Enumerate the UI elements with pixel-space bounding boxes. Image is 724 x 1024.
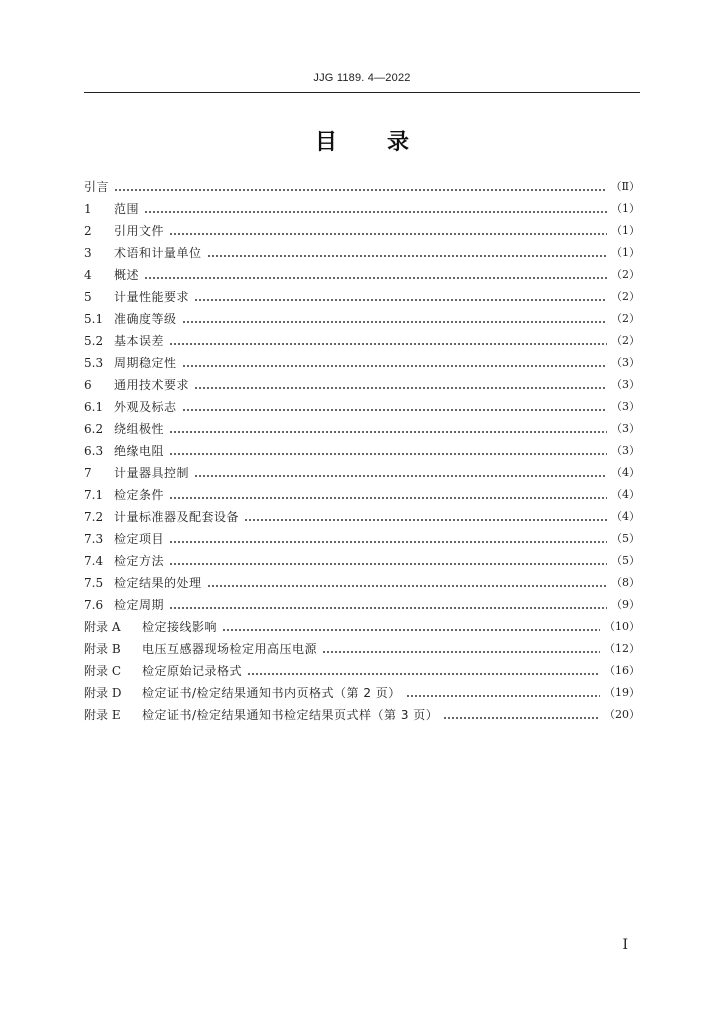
toc-entry-number: 6.2 [84, 422, 104, 436]
toc-entry-number: 7.4 [84, 554, 104, 568]
toc-entry-page: （2） [611, 334, 640, 347]
toc-entry-page: （1） [611, 246, 640, 259]
toc-entry-page: （16） [604, 664, 640, 677]
toc-entry-page: （3） [611, 356, 640, 369]
toc-leader-dots [182, 409, 607, 411]
toc-entry-page: （Ⅱ） [610, 180, 640, 193]
title-char-1: 目 [314, 130, 337, 155]
toc-entry[interactable] [84, 352, 640, 374]
toc-entry[interactable] [84, 396, 640, 418]
toc-entry[interactable] [84, 242, 640, 264]
toc-entry-number: 6.3 [84, 444, 104, 458]
toc-entry-page: （4） [611, 510, 640, 523]
toc-entry-label: 引用文件 [114, 224, 165, 238]
toc-entry-page: （2） [611, 268, 640, 281]
toc-leader-dots [443, 717, 600, 719]
toc-entry[interactable] [84, 572, 640, 594]
toc-entry-label: 电压互感器现场检定用高压电源 [142, 642, 318, 656]
toc-entry[interactable] [84, 506, 640, 528]
toc-entry-page: （1） [611, 224, 640, 237]
toc-leader-dots [169, 497, 607, 499]
toc-entry[interactable] [84, 704, 640, 726]
toc-leader-dots [247, 673, 600, 675]
toc-entry-label: 通用技术要求 [114, 378, 190, 392]
toc-entry-page: （4） [611, 488, 640, 501]
toc-leader-dots [169, 431, 607, 433]
toc-entry-number: 7.2 [84, 510, 104, 524]
toc-leader-dots [144, 211, 607, 213]
toc-leader-dots [222, 629, 600, 631]
toc-entry-page: （8） [611, 576, 640, 589]
toc-entry-label: 术语和计量单位 [114, 246, 202, 260]
toc-entry-label: 检定证书/检定结果通知书内页格式（第 2 页） [142, 686, 401, 700]
toc-entry-page: （10） [604, 620, 640, 633]
toc-entry-label: 准确度等级 [114, 312, 177, 326]
toc-entry-number: 5.1 [84, 312, 104, 326]
toc-entry-label: 绕组极性 [114, 422, 165, 436]
header-rule [84, 92, 640, 93]
toc-entry-number: 3 [84, 246, 92, 260]
toc-entry-label: 计量器具控制 [114, 466, 190, 480]
toc-entry-number: 附录 A [84, 620, 121, 634]
toc-entry-label: 检定证书/检定结果通知书检定结果页式样（第 3 页） [142, 708, 439, 722]
toc-leader-dots [194, 299, 607, 301]
toc-entry-page: （4） [611, 466, 640, 479]
toc-entry[interactable] [84, 220, 640, 242]
toc-entry[interactable] [84, 374, 640, 396]
toc-entry[interactable] [84, 462, 640, 484]
toc-entry-label: 检定结果的处理 [114, 576, 202, 590]
toc-entry[interactable] [84, 638, 640, 660]
toc-leader-dots [182, 365, 607, 367]
toc-entry-page: （2） [611, 290, 640, 303]
title-char-2: 录 [387, 130, 410, 155]
toc-entry-number: 2 [84, 224, 92, 238]
toc-entry-number: 附录 E [84, 708, 121, 722]
toc-entry-page: （20） [604, 708, 640, 721]
toc-entry-number: 4 [84, 268, 92, 282]
page-title [0, 125, 724, 156]
toc-entry[interactable] [84, 264, 640, 286]
toc-entry[interactable] [84, 660, 640, 682]
toc-entry-label: 绝缘电阻 [114, 444, 165, 458]
toc-entry-label: 引言 [84, 180, 110, 194]
toc-entry-label: 基本误差 [114, 334, 165, 348]
toc-entry-label: 计量标准器及配套设备 [114, 510, 240, 524]
toc-entry-label: 检定方法 [114, 554, 165, 568]
toc-entry-page: （3） [611, 378, 640, 391]
toc-entry[interactable] [84, 198, 640, 220]
toc-entry-page: （2） [611, 312, 640, 325]
toc-leader-dots [406, 695, 600, 697]
toc-entry-label: 检定周期 [114, 598, 165, 612]
toc-entry-page: （3） [611, 400, 640, 413]
toc-entry-label: 检定原始记录格式 [142, 664, 243, 678]
page-number: I [622, 937, 628, 953]
toc-leader-dots [169, 453, 607, 455]
toc-entry-number: 7.3 [84, 532, 104, 546]
toc-entry-number: 5.3 [84, 356, 104, 370]
toc-entry-number: 7.1 [84, 488, 104, 502]
toc-leader-dots [194, 387, 607, 389]
toc-entry-label: 检定项目 [114, 532, 165, 546]
toc-entry[interactable] [84, 308, 640, 330]
toc-entry[interactable] [84, 484, 640, 506]
toc-entry[interactable] [84, 176, 640, 198]
toc-entry-number: 附录 B [84, 642, 121, 656]
table-of-contents [84, 176, 640, 726]
toc-entry-label: 概述 [114, 268, 140, 282]
toc-entry-page: （12） [604, 642, 640, 655]
toc-entry-page: （5） [611, 532, 640, 545]
toc-entry-label: 周期稳定性 [114, 356, 177, 370]
document-code: JJG 1189. 4—2022 [313, 72, 411, 84]
toc-entry[interactable] [84, 682, 640, 704]
toc-entry-number: 7.5 [84, 576, 104, 590]
toc-leader-dots [322, 651, 600, 653]
toc-leader-dots [169, 233, 607, 235]
toc-leader-dots [169, 607, 607, 609]
toc-leader-dots [244, 519, 607, 521]
toc-entry-page: （5） [611, 554, 640, 567]
toc-entry[interactable] [84, 418, 640, 440]
toc-entry[interactable] [84, 286, 640, 308]
toc-leader-dots [144, 277, 607, 279]
toc-entry[interactable] [84, 330, 640, 352]
toc-leader-dots [169, 343, 607, 345]
toc-entry-label: 检定条件 [114, 488, 165, 502]
toc-leader-dots [207, 255, 607, 257]
toc-entry[interactable] [84, 616, 640, 638]
toc-leader-dots [114, 189, 607, 191]
toc-leader-dots [182, 321, 607, 323]
toc-entry-label: 计量性能要求 [114, 290, 190, 304]
toc-entry-number: 5.2 [84, 334, 104, 348]
toc-leader-dots [169, 541, 607, 543]
toc-entry-number: 附录 C [84, 664, 121, 678]
toc-entry-number: 7.6 [84, 598, 104, 612]
toc-entry-number: 6.1 [84, 400, 104, 414]
toc-entry-page: （9） [611, 598, 640, 611]
toc-entry-number: 5 [84, 290, 92, 304]
toc-leader-dots [194, 475, 607, 477]
toc-entry-page: （3） [611, 422, 640, 435]
toc-entry-number: 1 [84, 202, 92, 216]
toc-entry-label: 检定接线影响 [142, 620, 218, 634]
toc-entry-label: 外观及标志 [114, 400, 177, 414]
toc-entry-label: 范围 [114, 202, 140, 216]
toc-leader-dots [207, 585, 607, 587]
toc-entry-number: 7 [84, 466, 92, 480]
toc-entry-page: （1） [611, 202, 640, 215]
toc-entry[interactable] [84, 594, 640, 616]
toc-entry[interactable] [84, 528, 640, 550]
toc-entry-number: 附录 D [84, 686, 122, 700]
toc-entry[interactable] [84, 550, 640, 572]
toc-entry-number: 6 [84, 378, 92, 392]
toc-entry[interactable] [84, 440, 640, 462]
toc-leader-dots [169, 563, 607, 565]
toc-entry-page: （19） [604, 686, 640, 699]
toc-entry-page: （3） [611, 444, 640, 457]
